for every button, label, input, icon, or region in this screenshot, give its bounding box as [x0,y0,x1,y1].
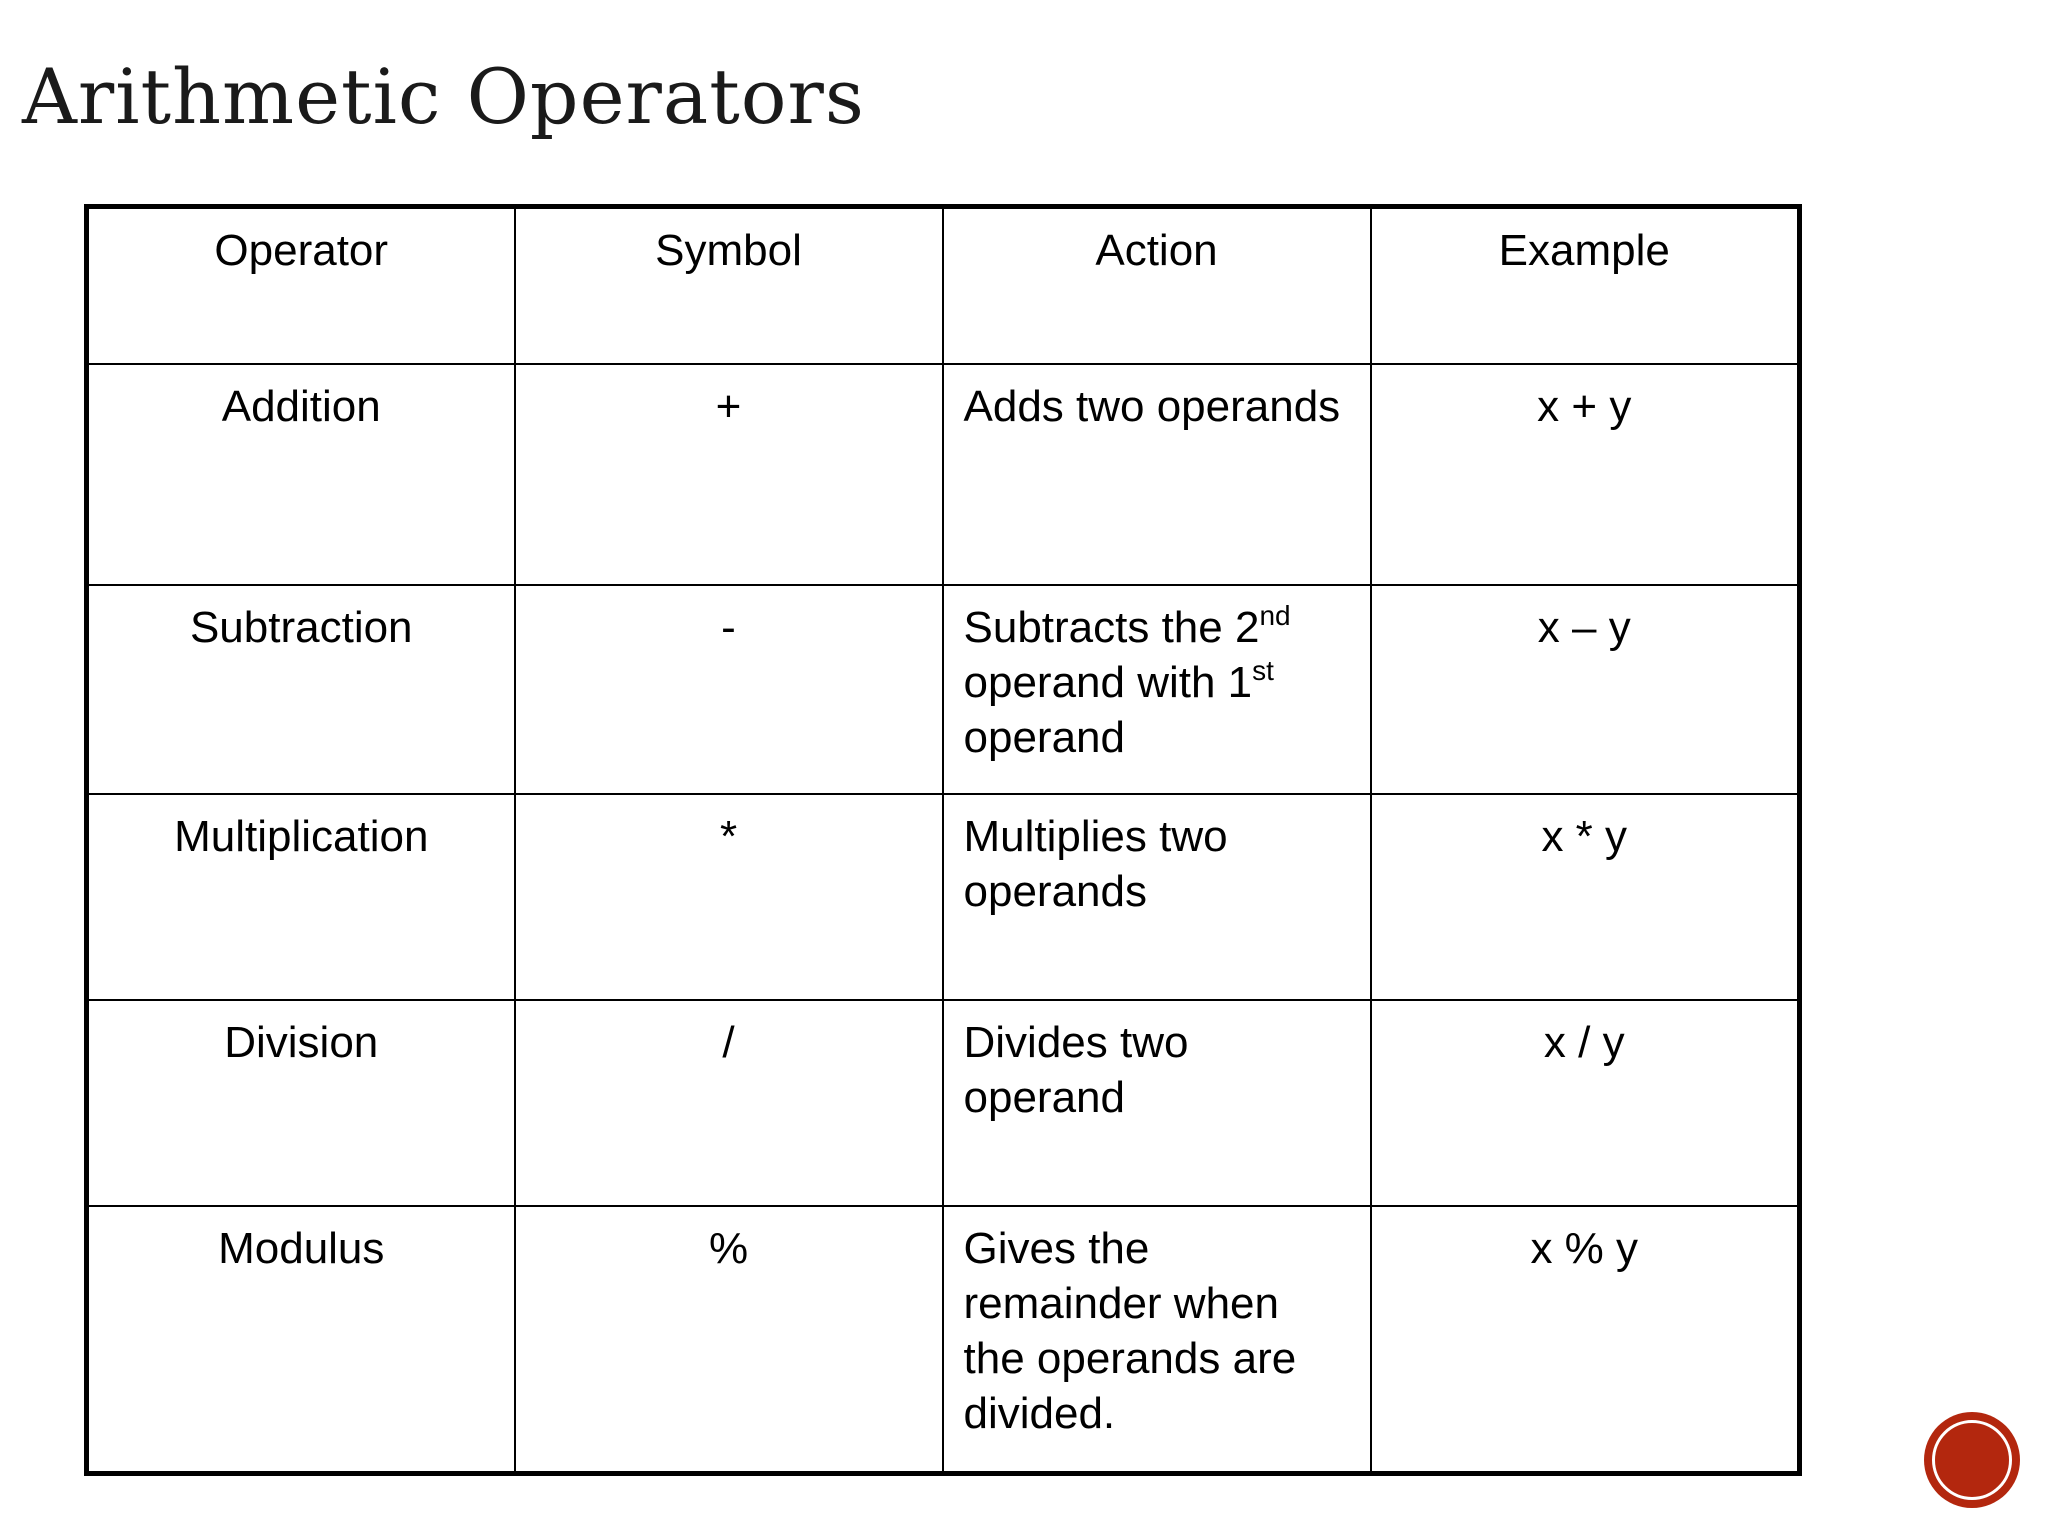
slide-nav-button[interactable] [1926,1414,2018,1506]
table-row [87,794,1800,1000]
example-cell: x – y [1371,585,1800,794]
header-operator: Operator [87,207,515,365]
example-cell: x + y [1371,364,1800,585]
operator-cell: Subtraction [87,585,515,794]
action-cell: Multiplies two operands [943,794,1371,1000]
table-row [87,585,1800,794]
action-text: operand [963,713,1125,762]
operator-cell: Addition [87,364,515,585]
symbol-cell: % [515,1206,943,1474]
ordinal-suffix: nd [1259,600,1291,631]
example-cell: x * y [1371,794,1800,1000]
header-symbol: Symbol [515,207,943,365]
ordinal-suffix: st [1252,655,1274,686]
header-example: Example [1371,207,1800,365]
action-cell: Gives the remainder when the operands are divided. [943,1206,1371,1474]
example-cell: x / y [1371,1000,1800,1206]
operator-cell: Multiplication [87,794,515,1000]
action-cell [943,585,1371,794]
action-text: operand with 1 [963,658,1253,707]
arithmetic-operators-table [84,204,1802,1476]
table-header-row [87,207,1800,365]
action-text: Subtracts the 2 [963,603,1260,652]
symbol-cell: * [515,794,943,1000]
table-row [87,364,1800,585]
header-action: Action [943,207,1371,365]
slide-title: Arithmetic Operators [22,52,865,141]
operator-cell: Modulus [87,1206,515,1474]
action-cell: Divides two operand [943,1000,1371,1206]
symbol-cell: + [515,364,943,585]
operator-cell: Division [87,1000,515,1206]
table-row [87,1000,1800,1206]
table-row [87,1206,1800,1474]
symbol-cell: - [515,585,943,794]
circle-nav-icon [1932,1420,2012,1500]
symbol-cell: / [515,1000,943,1206]
example-cell: x % y [1371,1206,1800,1474]
action-cell: Adds two operands [943,364,1371,585]
